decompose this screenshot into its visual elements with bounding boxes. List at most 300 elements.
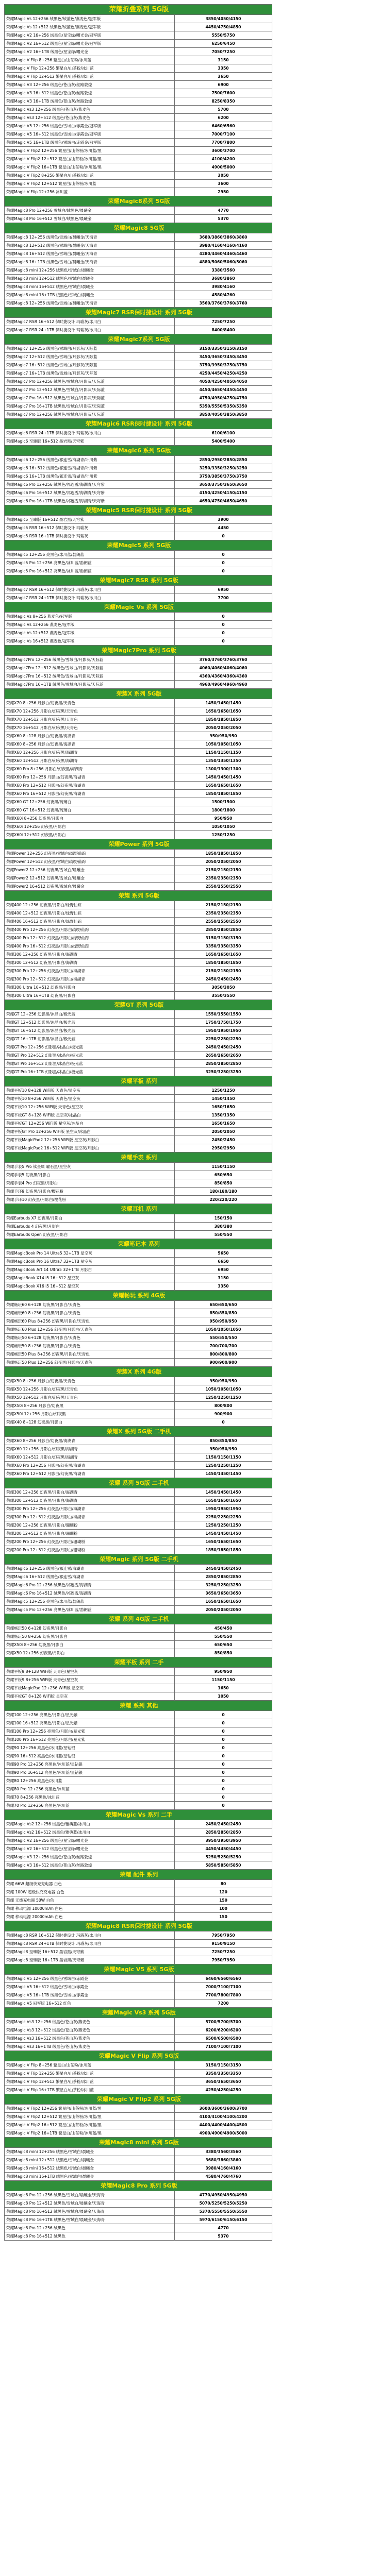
product-price: 4900/5000 [175,163,272,171]
product-name: 荣耀Power2 16+512 幻夜黑/雪域白/晨曦金 [5,883,175,890]
product-name: 荣耀手表4 Pro 幻夜黑/月影白 [5,1179,175,1187]
product-name: 荣耀 无线充电器 50W 白色 [5,1896,175,1904]
table-row [5,1905,272,1913]
table-row [5,114,272,122]
table-row [5,716,272,724]
table-row [5,1258,272,1266]
product-price: 3650/3750/3650/3650 [175,481,272,488]
table-row [5,15,272,23]
product-name: 荣耀Magic7Pro 16+1TB 绒黑色/雪域白/月影灰/天际蓝 [5,681,175,688]
product-name: 荣耀Power 12+256 幻夜黑/雪域白/绿野仙踪 [5,850,175,857]
table-row [5,1837,272,1845]
table-row [5,258,272,266]
product-name: 荣耀Magic Vs 8+256 燕麦色/冠军版 [5,613,175,620]
section-title: 荣耀 系列 4G版 二手机 [5,1614,272,1624]
product-name: 荣耀Magic6 至臻版 16+512 墨岩黑/天穹紫 [5,437,175,445]
table-row [5,1598,272,1606]
table-row [5,1043,272,1052]
product-price: 900/900 [175,1410,272,1418]
product-name: 荣耀Magic8 Pro 16+1TB 绒黑色/雪域白/晨曦金/天海青 [5,2216,175,2224]
table-row [5,1163,272,1171]
product-name: 荣耀200 12+512 幻夜黑/月影白/珊瑚粉 [5,1530,175,1537]
table-row [5,1418,272,1427]
product-name: 荣耀Magic5 12+256 亮黑色/冰川蓝/勃朗蓝 [5,551,175,558]
section-title: 荣耀 系列 5G版 [5,891,272,901]
table-row [5,163,272,172]
product-price: 150 [175,1896,272,1904]
product-price: 4150/4250/4150/4150 [175,489,272,497]
product-name: 荣耀100 Pro 16+512 亮黑色/月影白/星光紫 [5,1736,175,1743]
table-row [5,1546,272,1554]
product-price: 3600/3600/3600/3700 [175,2105,272,2112]
table-row [5,516,272,524]
product-price: 4450/4450/4450 [175,1845,272,1853]
table-row [5,551,272,559]
product-price: 4400/4400/4400/4500 [175,2121,272,2129]
product-price: 5550/5750 [175,31,272,39]
table-row [5,1144,272,1153]
table-row [5,1785,272,1793]
product-name: 荣耀X40 8+128 幻夜黑/月影白 [5,1418,175,1426]
section-header [5,1076,272,1087]
product-name: 荣耀X50 12+512 月影白/幻夜黑/天青色 [5,1394,175,1401]
product-name: 荣耀Magic Vs3 16+1TB 绒黑色/苍山灰/燕麦色 [5,2043,175,2050]
product-name: 荣耀Magic8 mini 12+512 绒黑色/雪域白/晨曦金 [5,2156,175,2164]
table-row [5,1589,272,1598]
table-row [5,586,272,594]
product-name: 荣耀Magic6 RSR 24+1TB 保时捷设计 玛瑙灰/冰川白 [5,429,175,437]
section-title: 荣耀 系列 其他 [5,1701,272,1710]
product-price: 150/150 [175,1214,272,1222]
table-row [5,1752,272,1760]
product-price: 180/180/180 [175,1188,272,1195]
section-title: 荣耀Magic7Pro 系列 5G版 [5,646,272,655]
table-row [5,299,272,308]
section-header [5,1478,272,1488]
product-price: 5400/5400 [175,437,272,445]
product-price: 2850/2850/2850 [175,1573,272,1581]
section-title: 荣耀Magic V Flip 系列 5G版 [5,2051,272,2061]
table-row [5,1402,272,1410]
product-name: 荣耀平板GT 12+256 WiFi版 星空灰/冰晶白 [5,1120,175,1127]
product-name: 荣耀90 12+256 亮黑色/冰川蓝/星钻银 [5,1744,175,1752]
product-price: 2450/2450/2450 [175,1565,272,1572]
section-header [5,1964,272,1975]
table-row [5,1606,272,1614]
product-price: 6460/6560 [175,122,272,130]
product-name: 荣耀Magic Vs 12+256 燕麦色/冠军版 [5,621,175,629]
section-header [5,1701,272,1711]
table-row [5,2199,272,2208]
product-name: 荣耀Magic V Flip2 12+256 繁星白/山茶粉/冰川蓝/黑 [5,147,175,155]
product-price: 5350/5550/5350/5350 [175,402,272,410]
table-row [5,1060,272,1068]
table-row [5,1975,272,1983]
product-price: 2450/2450 [175,1136,272,1144]
section-title: 荣耀耳机 系列 [5,1204,272,1214]
product-name: 荣耀Magic7 RSR 16+512 保时捷设计 玛瑙灰/冰川白 [5,318,175,326]
product-price: 4960/4960/4960/4960 [175,681,272,688]
table-row [5,942,272,951]
product-name: 荣耀Magic6 Pro 16+512 绒黑色/祁连雪/海湖青 [5,1589,175,1597]
product-price: 8250/8350 [175,97,272,105]
product-name: 荣耀Magic V Flip2 8+256 繁星白/山茶粉/冰川蓝 [5,172,175,179]
product-name: 荣耀Magic7Pro 12+256 绒黑色/雪域白/月影灰/天际蓝 [5,656,175,664]
product-name: 荣耀GT 16+1TB 幻影黑/冰晶白/极光蓝 [5,1035,175,1043]
table-row [5,1845,272,1853]
section-title: 荣耀Power 系列 5G版 [5,839,272,849]
table-row [5,1231,272,1239]
product-name: 荣耀X60 12+512 月影白/幻夜黑/海湖青 [5,1453,175,1461]
table-row [5,233,272,242]
product-name: 荣耀平板GT 8+128 WiFi版 星空灰/冰晶白 [5,1111,175,1119]
product-name: 荣耀Magic8 Pro 12+256 绒黑色 [5,2224,175,2232]
product-price: 850/850/850 [175,1437,272,1445]
table-row [5,369,272,378]
product-name: 荣耀Magic7Pro 12+512 绒黑色/雪域白/月影灰/天际蓝 [5,664,175,672]
section-header [5,891,272,901]
product-price: 650/650 [175,1641,272,1649]
product-price: 3250/3250/3250 [175,1581,272,1589]
product-name: 荣耀X70 16+512 月影白/幻夜黑/天青色 [5,724,175,732]
table-row [5,918,272,926]
table-row [5,1983,272,1991]
product-price: 1250/1250/1250 [175,1462,272,1469]
product-price: 100 [175,1905,272,1912]
table-row [5,1196,272,1204]
table-row [5,2078,272,2086]
product-name: 荣耀Magic7 RSR 24+1TB 保时捷设计 玛瑙灰/冰川白 [5,594,175,602]
product-name: 荣耀Magic V2 16+1TB 绒黑色/星宝绿/曙光金 [5,48,175,56]
product-price: 5370 [175,2232,272,2240]
section-header [5,334,272,345]
section-title: 荣耀Magic Vs 系列 5G版 [5,602,272,612]
product-price: 700/700/700 [175,1342,272,1350]
product-name: 荣耀Magic6 Pro 12+256 绒黑色/祁连雪/海湖青 [5,1581,175,1589]
product-price: 3150 [175,1274,272,1282]
table-row [5,188,272,196]
product-name: 荣耀X60 GT 12+256 幻夜黑/琉璃白 [5,798,175,806]
section-header [5,2094,272,2105]
section-header [5,1239,272,1249]
product-price: 5970/6150/6150/6150 [175,2216,272,2224]
product-name: 荣耀Magic8 mini 12+256 绒黑色/雪域白/晨曦金 [5,266,175,274]
product-name: 荣耀Magic8 mini 16+512 绒黑色/雪域白/晨曦金 [5,283,175,291]
table-row [5,773,272,782]
product-name: 荣耀MagicBook Pro 16 Ultra7 32+1TB 星空灰 [5,1258,175,1265]
table-row [5,2105,272,2113]
product-price: 1550/1550/1550 [175,1010,272,1018]
product-name: 荣耀 66W 超级快充充电器 白色 [5,1880,175,1888]
product-price: 5700 [175,106,272,113]
product-price: 950/950 [175,815,272,822]
product-price: 2850/2850/2850 [175,1060,272,1067]
table-row [5,1470,272,1478]
product-name: 荣耀100 16+512 亮黑色/月影白/星光紫 [5,1719,175,1727]
product-price: 1350/1350/1350 [175,757,272,765]
table-row [5,291,272,299]
product-name: 荣耀X60 Pro 12+256 月影白/幻夜黑/海湖青 [5,1462,175,1469]
product-name: 荣耀Magic8 RSR 16+512 保时捷设计 玛瑙灰/冰川白 [5,1931,175,1939]
table-row [5,23,272,31]
product-name: 荣耀X60i 8+256 幻夜黑/月影白 [5,815,175,822]
product-price: 2150/2150/2150 [175,866,272,874]
page-title-row [5,5,272,15]
product-name: 荣耀Magic8 Pro 16+512 绒黑色 [5,2232,175,2240]
table-row [5,2208,272,2216]
product-name: 荣耀Magic7 12+256 绒黑色/雪域白/月影灰/天际蓝 [5,345,175,352]
product-name: 荣耀畅玩50 8+256 幻夜黑/月影白/天青色 [5,1342,175,1350]
table-row [5,1027,272,1035]
product-name: 荣耀X60i 12+256 幻夜黑/月影白 [5,823,175,831]
product-price: 0 [175,637,272,645]
product-price: 6500/6500/6500 [175,2035,272,2042]
table-row [5,1668,272,1676]
table-row [5,1385,272,1394]
product-price: 6950 [175,1266,272,1274]
product-name: 荣耀Magic Vs3 12+256 绒黑色/苍山灰/燕麦色 [5,2018,175,2026]
table-row [5,1793,272,1802]
product-name: 荣耀300 12+256 幻夜黑/月影白/海湖青 [5,1488,175,1496]
table-row [5,823,272,831]
product-price: 950/950/950 [175,1445,272,1453]
table-row [5,1087,272,1095]
table-row [5,1573,272,1581]
table-row [5,130,272,139]
section-title: 荣耀GT 系列 5G版 [5,1000,272,1010]
section-title: 荣耀Magic6 RSR保时捷设计 系列 5G版 [5,419,272,429]
table-row [5,48,272,56]
product-name: 荣耀Magic V Flip 12+512 繁星白/山茶粉/冰川蓝 [5,73,175,80]
table-row [5,1684,272,1692]
product-price: 1250/1250/1250 [175,1394,272,1401]
section-header [5,1367,272,1377]
table-row [5,1802,272,1810]
product-name: 荣耀Magic8 16+512 绒黑色/雪域白/晨曦金/天海青 [5,250,175,258]
table-row [5,2173,272,2181]
product-name: 荣耀300 Ultra 16+1TB 幻夜黑/月影白 [5,992,175,999]
product-name: 荣耀Magic V3 12+256 绒黑色/苍山灰/丝路敦煌 [5,81,175,89]
table-row [5,967,272,975]
section-title: 荣耀X 系列 5G版 二手机 [5,1427,272,1436]
product-price: 1750/1750/1750 [175,1019,272,1026]
table-row [5,951,272,959]
section-header [5,602,272,613]
table-row [5,345,272,353]
product-name: 荣耀Magic8 至臻版 16+512 墨岩黑/天穹紫 [5,1948,175,1956]
table-row [5,394,272,402]
product-price: 4360/4360/4360/4360 [175,672,272,680]
product-name: 荣耀400 Pro 12+256 幻夜黑/月影白/绿野仙踪 [5,926,175,934]
table-row [5,1760,272,1769]
section-header [5,646,272,656]
product-name: 荣耀Magic5 RSR 16+1TB 保时捷设计 玛瑙灰 [5,532,175,540]
product-name: 荣耀Earbuds X7 幻夜黑/月影白 [5,1214,175,1222]
table-row [5,1633,272,1641]
table-row [5,1727,272,1736]
table-row [5,1068,272,1076]
table-row [5,1410,272,1418]
product-price: 3850/4050/3850/3850 [175,411,272,418]
product-price: 150 [175,1913,272,1921]
product-price: 2150/2150/2150 [175,967,272,975]
table-row [5,489,272,497]
table-row [5,1223,272,1231]
table-row [5,326,272,334]
product-price: 1050/1050/1050 [175,1326,272,1333]
section-title: 荣耀 配件 系列 [5,1870,272,1879]
product-price: 4450/4650/4450/4450 [175,386,272,394]
product-name: 荣耀Magic Vs 16+512 燕麦色/冠军版 [5,637,175,645]
table-row [5,1931,272,1940]
table-row [5,122,272,130]
product-price: 5370/5550/5550/5550 [175,2208,272,2215]
product-price: 5370 [175,215,272,223]
product-price: 1300/1300/1300 [175,765,272,773]
product-name: 荣耀Magic V Flip 12+256 繁星白/山茶粉/冰川蓝 [5,2070,175,2077]
section-header [5,419,272,429]
table-row [5,1111,272,1120]
section-header [5,308,272,318]
product-name: 荣耀Magic Vs 12+512 绒黑色/绒蓝色/燕麦色/冠军版 [5,23,175,31]
table-row [5,139,272,147]
section-title: 荣耀Magic7 RSR 系列 5G版 [5,575,272,585]
table-row [5,1010,272,1019]
product-price: 6460/6560/6560 [175,1975,272,1982]
product-name: 荣耀Magic6 16+1TB 绒黑色/祁连雪/海湖青/叶川紫 [5,472,175,480]
product-price: 1350/1350 [175,1111,272,1119]
product-name: 荣耀Magic V5 16+512 绒黑色/雪域白/赤霞金 [5,1983,175,1991]
product-name: 荣耀手表5 幻夜黑/月影白 [5,1171,175,1179]
product-price: 3650/3650/3650 [175,2078,272,2086]
section-title: 荣耀Magic 系列 5G版 二手机 [5,1554,272,1564]
product-price: 5250/5250/5250 [175,1853,272,1861]
product-name: 荣耀Magic7 RSR 24+1TB 保时捷设计 玛瑙灰/冰川白 [5,326,175,334]
table-row [5,858,272,866]
section-title: 荣耀Magic8 mini 系列 5G版 [5,2138,272,2147]
table-row [5,1359,272,1367]
product-name: 荣耀Magic Vs 12+512 燕麦色/冠军版 [5,629,175,637]
table-row [5,874,272,883]
product-name: 荣耀Power2 12+256 幻夜黑/雪域白/晨曦金 [5,866,175,874]
product-name: 荣耀Power2 12+512 幻夜黑/雪域白/晨曦金 [5,874,175,882]
product-price: 1050/1050/1050 [175,740,272,748]
section-header [5,839,272,850]
product-price: 4280/4460/4460/4460 [175,250,272,258]
table-row [5,1274,272,1282]
product-price: 3150/3150/3150 [175,2061,272,2069]
product-price: 6900 [175,81,272,89]
table-row [5,681,272,689]
product-price: 3150 [175,56,272,64]
product-name: 荣耀Magic7 16+1TB 绒黑色/雪域白/月影灰/天际蓝 [5,369,175,377]
product-price: 2050/2050/2050 [175,1606,272,1614]
product-name: 荣耀Magic8 12+256 绒黑色/雪域白/晨曦金/天海青 [5,299,175,307]
product-name: 荣耀Magic6 12+256 绒黑色/祁连雪/海湖青/叶川紫 [5,456,175,464]
table-row [5,1350,272,1359]
product-name: 荣耀Magic8 Pro 16+512 雪域白/绒黑色/晨曦金 [5,215,175,223]
product-name: 荣耀Magic7 Pro 12+512 绒黑色/雪域白/月影灰/天际蓝 [5,386,175,394]
section-header [5,1000,272,1010]
product-name: 荣耀畅玩50 Plus 12+256 幻夜黑/月影白/天青色 [5,1359,175,1366]
product-price: 1950/1950/1950 [175,1027,272,1035]
table-row [5,1956,272,1964]
product-price: 800/800 [175,1402,272,1410]
product-price: 1050 [175,1692,272,1700]
product-price: 4100/4100/4100/4200 [175,2113,272,2121]
product-name: 荣耀X60 8+128 月影白/幻夜黑/海湖青 [5,732,175,740]
table-row [5,749,272,757]
product-name: 荣耀80 Pro 12+256 亮黑色/冰川蓝 [5,1785,175,1793]
product-price: 7700/7800/7800 [175,1991,272,1999]
product-price: 3950/3950/3950 [175,1837,272,1844]
table-row [5,283,272,291]
product-price: 4050/4250/4050/4050 [175,378,272,385]
table-row [5,1736,272,1744]
table-row [5,798,272,806]
product-name: 荣耀MagicBook Art 14 Ultra5 32+1TB 月影白 [5,1266,175,1274]
table-row [5,1940,272,1948]
product-price: 4580/4760 [175,291,272,299]
table-row [5,934,272,942]
section-header [5,2008,272,2018]
product-price: 1650/1650/1650 [175,1598,272,1605]
table-row [5,1052,272,1060]
section-header [5,1153,272,1163]
product-price: 3980/4160 [175,283,272,291]
product-name: 荣耀Magic8 12+256 绒黑色/雪域白/晨曦金/天海青 [5,233,175,241]
product-price: 1050/1050 [175,823,272,831]
product-name: 荣耀X50i 12+256 月影白/幻夜黑 [5,1410,175,1418]
table-row [5,765,272,773]
product-name: 荣耀X70 8+256 月影白/幻夜黑/天青色 [5,699,175,707]
product-price: 1450/1450/1450 [175,1488,272,1496]
table-row [5,1711,272,1719]
section-title: 荣耀Magic V5 系列 5G版 [5,1964,272,1974]
product-price: 9150/9150 [175,1940,272,1947]
product-name: 荣耀Magic V3 16+512 绒黑色/苍山灰/丝路敦煌 [5,89,175,97]
product-price: 1650/1650 [175,1103,272,1111]
product-name: 荣耀平板GT 8+128 WiFi版 星空灰 [5,1692,175,1700]
product-name: 荣耀平板MagicPad2 12+256 WiFi版 星空灰/月影白 [5,1136,175,1144]
product-price: 0 [175,613,272,620]
product-name: 荣耀Magic8 12+512 绒黑色/雪域白/晨曦金/天海青 [5,242,175,249]
product-name: 荣耀Magic8 mini 12+256 绒黑色/雪域白/晨曦金 [5,2148,175,2156]
table-row [5,2148,272,2156]
product-name: 荣耀X50 12+256 幻夜黑/月影白 [5,1649,175,1657]
table-row [5,621,272,629]
product-price: 1250/1250 [175,831,272,839]
table-row [5,215,272,223]
product-price: 2150/2150/2150 [175,901,272,909]
table-row [5,1497,272,1505]
product-price: 1150/1150 [175,1676,272,1684]
product-name: 荣耀100 12+256 亮黑色/月影白/星光紫 [5,1711,175,1719]
product-name: 荣耀Magic V Flip 12+256 冰川蓝 [5,188,175,196]
product-price: 6950 [175,586,272,594]
product-name: 荣耀Magic6 16+512 绒黑色/祁连雪/海湖青/叶川紫 [5,464,175,472]
product-price: 850/850/850 [175,1309,272,1317]
product-price: 550/550 [175,1231,272,1239]
product-price: 3350 [175,64,272,72]
product-name: 荣耀80 12+256 亮黑色/冰川蓝 [5,1777,175,1785]
product-name: 荣耀Magic V5 12+256 绒黑色/雪域白/赤霞金 [5,1975,175,1982]
product-name: 荣耀Magic V Flip 8+256 繁星白/山茶粉/冰川蓝 [5,56,175,64]
product-price: 4060/4060/4060/4060 [175,664,272,672]
product-price: 0 [175,559,272,567]
section-title: 荣耀Magic Vs 系列 二手 [5,1810,272,1820]
product-name: 荣耀400 Pro 12+512 幻夜黑/月影白/绿野仙踪 [5,934,175,942]
